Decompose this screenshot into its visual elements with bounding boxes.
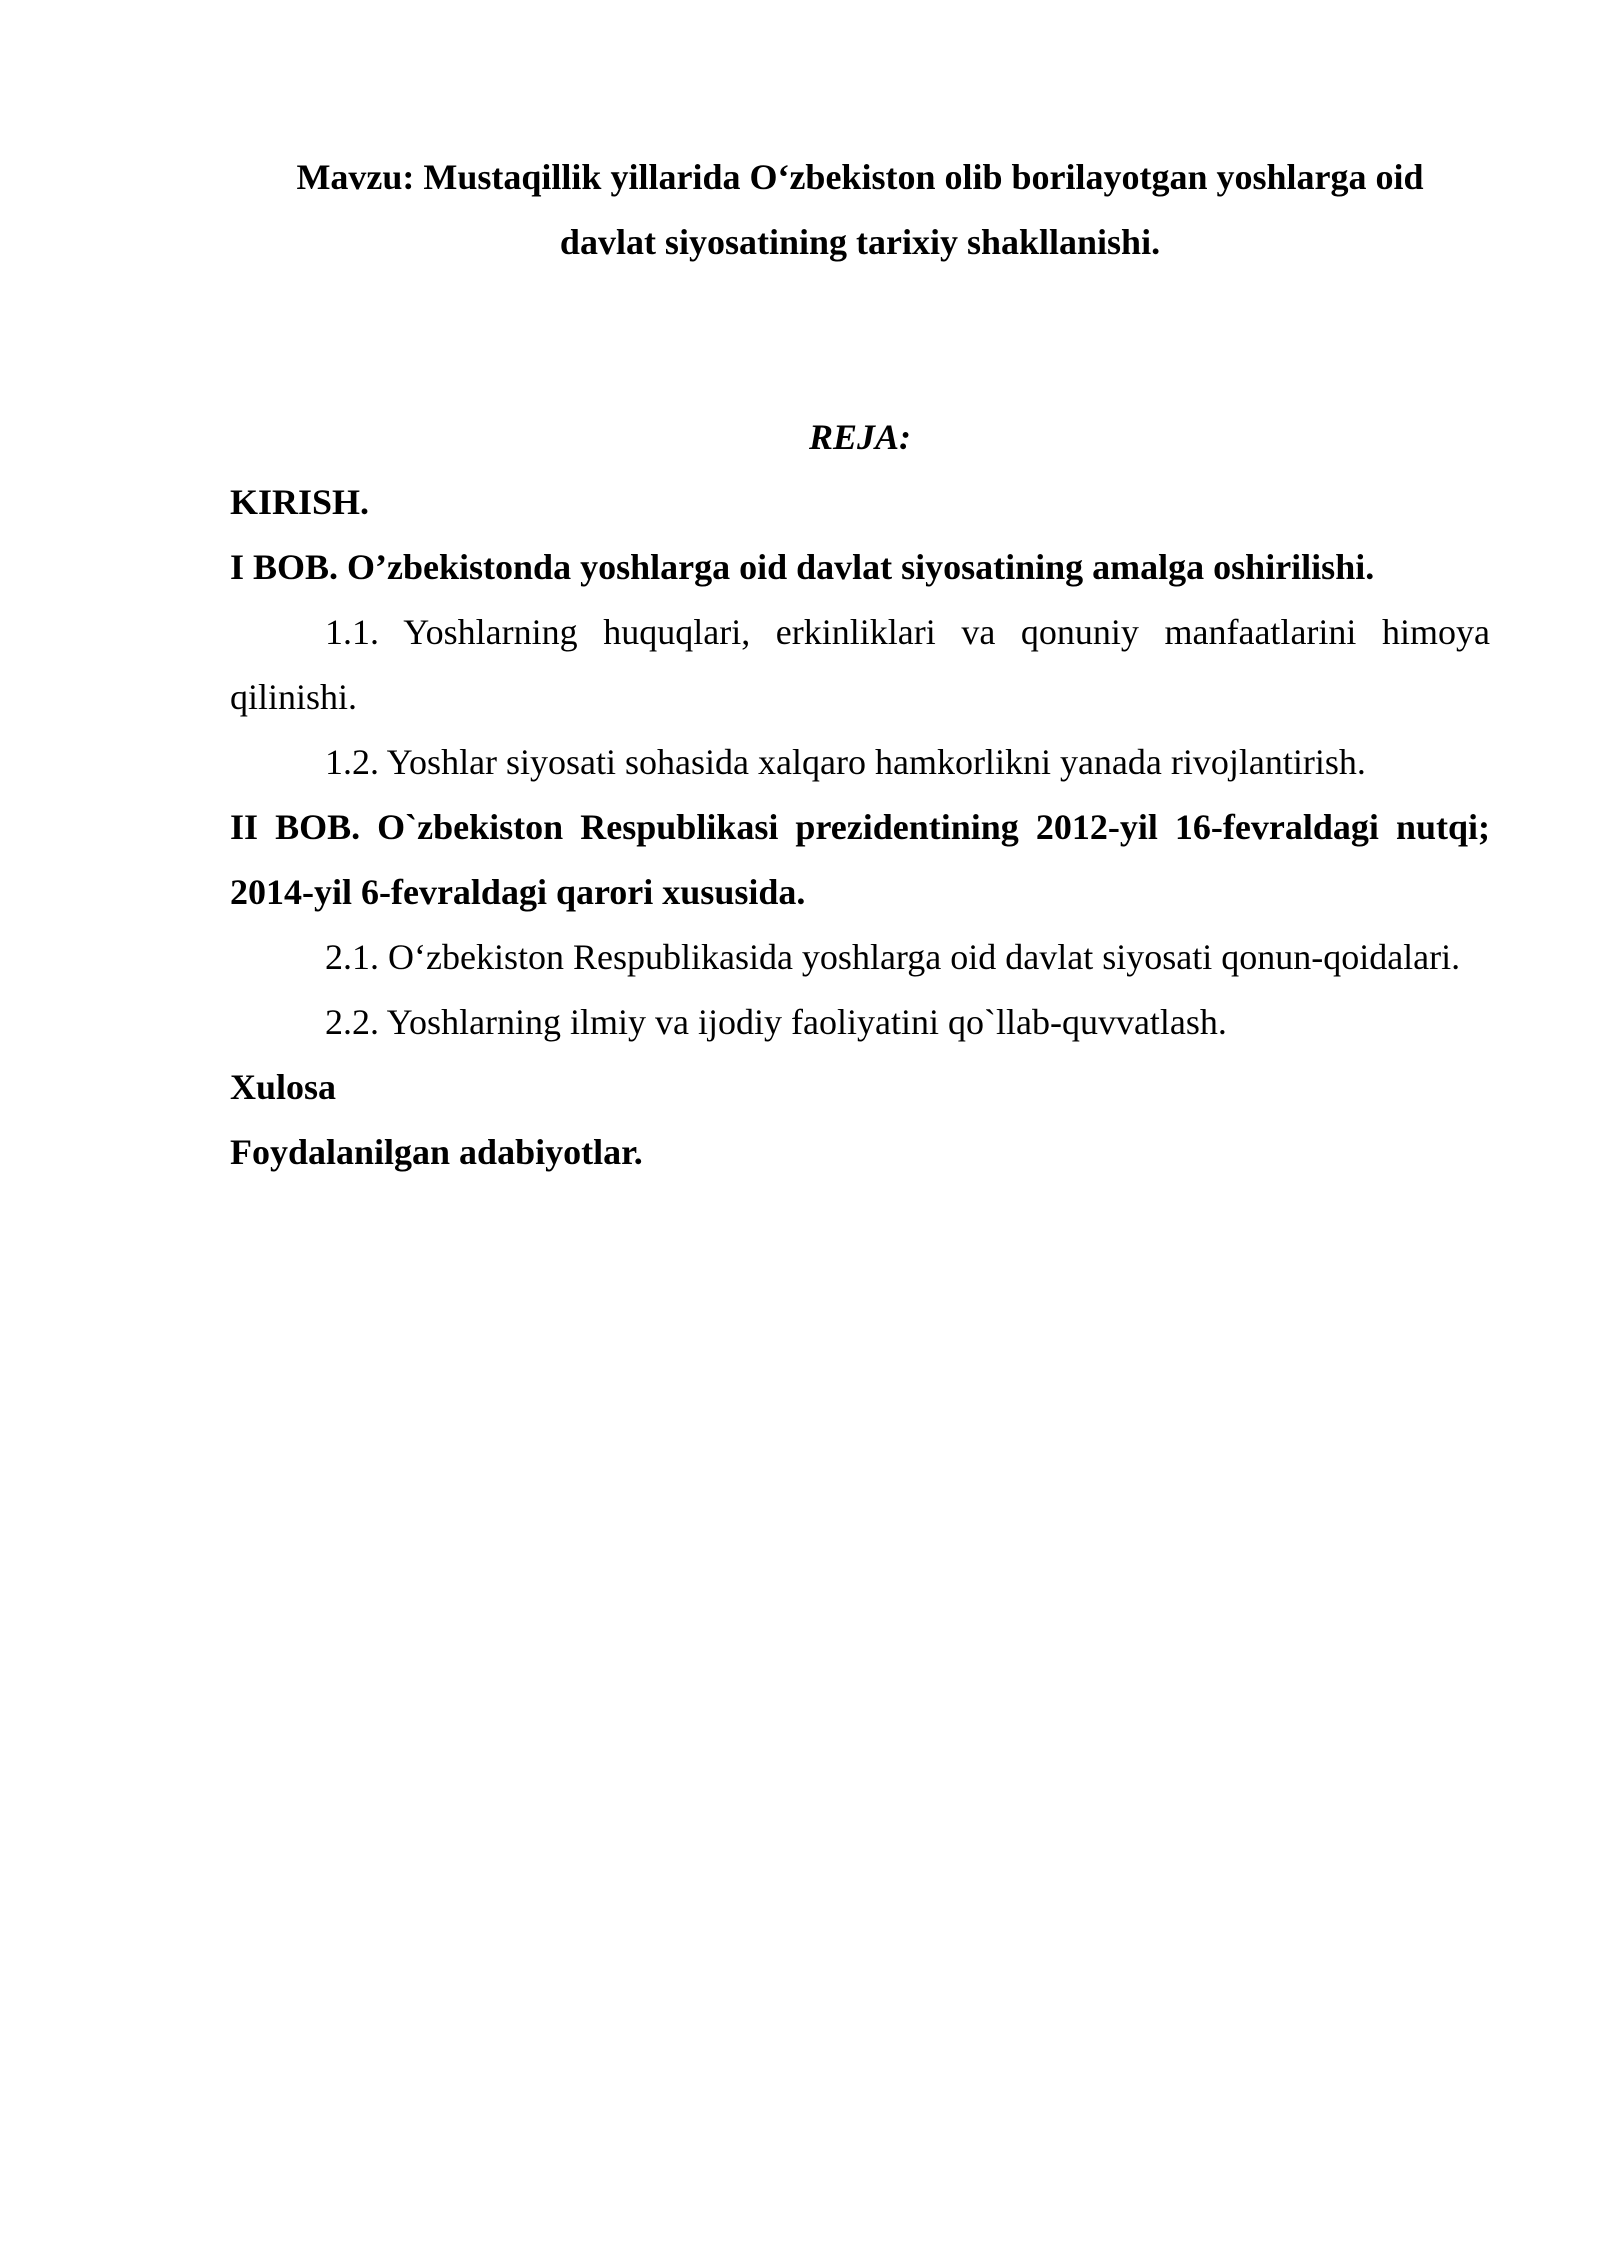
table-of-contents [230,470,1490,1185]
toc-references: Foydalanilgan adabiyotlar. [230,1132,643,1172]
toc-section-1-1: 1.1. Yoshlarning huquqlari, erkinliklari va qonuniy manfaatlarini himoya qilinishi. [230,612,1490,717]
plan-heading: REJA: [808,417,912,457]
toc-section-1-2: 1.2. Yoshlar siyosati sohasida xalqaro hamkorlikni yanada rivojlantirish. [325,742,1366,782]
title-line-2: davlat siyosatining tarixiy shakllanishi. [559,222,1161,262]
toc-section-2-1: 2.1. O‘zbekiston Respublikasida yoshlarga oid davlat siyosati qonun-qoidalari. [325,937,1461,977]
toc-section-2-2: 2.2. Yoshlarning ilmiy va ijodiy faoliyatini qo`llab-quvvatlash. [325,1002,1227,1042]
toc-conclusion: Xulosa [230,1067,337,1107]
toc-chapter-1: I BOB. O’zbekistonda yoshlarga oid davlat siyosatining amalga oshirilishi. [230,547,1375,587]
title-line-1: Mavzu: Mustaqillik yillarida O‘zbekiston olib borilayotgan yoshlarga oid [296,157,1424,197]
toc-chapter-2: II BOB. O`zbekiston Respublikasi prezidentining 2012-yil 16-fevraldagi nutqi; 2014-yil 6-fevraldagi qarori xususida. [230,807,1490,912]
toc-intro: KIRISH. [230,482,370,522]
document-title [230,145,1490,275]
